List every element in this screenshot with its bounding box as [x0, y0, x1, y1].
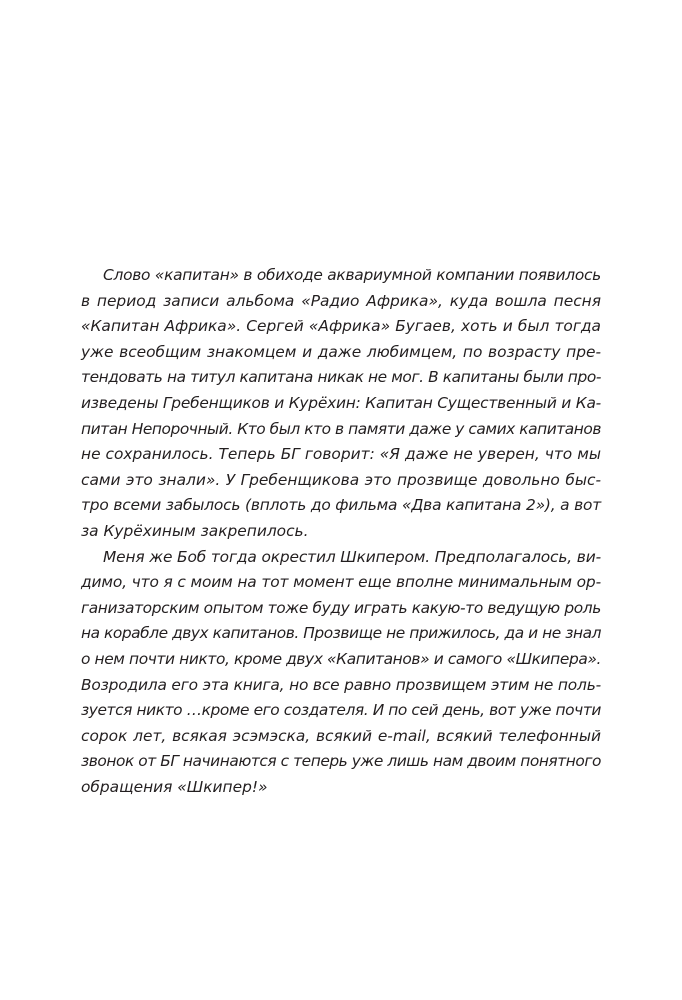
text-line: сами это знали». У Гребенщикова это прозвище довольно быс-: [81, 470, 601, 489]
text-line: питан Непорочный. Кто был кто в памяти даже у самих капитанов: [81, 419, 601, 438]
text-line: звонок от БГ начинаются с теперь уже лишь нам двоим понятного: [81, 752, 601, 771]
text-line: тро всеми забылось (вплоть до фильма «Два капитана 2»), а вот: [81, 496, 601, 515]
text-line: о нем почти никто, кроме двух «Капитанов» и самого «Шкипера».: [81, 649, 602, 668]
paragraph-1: [81, 263, 601, 545]
text-line: уже всеобщим знакомцем и даже любимцем, по возрасту пре-: [81, 342, 601, 361]
text-line: Слово «капитан» в обиходе аквариумной компании появилось: [103, 266, 601, 284]
text-line: «Капитан Африка». Сергей «Африка» Бугаев, хоть и был тогда: [81, 317, 601, 336]
text-line: не сохранилось. Теперь БГ говорит: «Я даже не уверен, что мы: [81, 445, 601, 464]
text-line: обращения «Шкипер!»: [81, 777, 268, 796]
text-line: ганизаторским опытом тоже буду играть какую-то ведущую роль: [81, 598, 601, 617]
text-line: изведены Гребенщиков и Курёхин: Капитан Существенный и Ка-: [81, 393, 601, 412]
paragraph-2: [81, 545, 601, 801]
text-line: сорок лет, всякая эсэмэска, всякий e-mail, всякий телефонный: [81, 726, 601, 745]
text-line: Возродила его эта книга, но все равно прозвищем этим не поль-: [81, 675, 601, 694]
text-line: за Курёхиным закрепилось.: [81, 521, 309, 540]
text-line: димо, что я с моим на тот момент еще вполне минимальным ор-: [81, 573, 601, 592]
text-line: зуется никто …кроме его создателя. И по сей день, вот уже почти: [81, 701, 601, 720]
body-text: [81, 263, 601, 800]
text-line: на корабле двух капитанов. Прозвище не прижилось, да и не знал: [81, 624, 601, 643]
text-line: в период записи альбома «Радио Африка», куда вошла песня: [81, 291, 601, 310]
text-line: тендовать на титул капитана никак не мог. В капитаны были про-: [81, 368, 601, 387]
text-line: Меня же Боб тогда окрестил Шкипером. Предполагалось, ви-: [103, 547, 601, 566]
